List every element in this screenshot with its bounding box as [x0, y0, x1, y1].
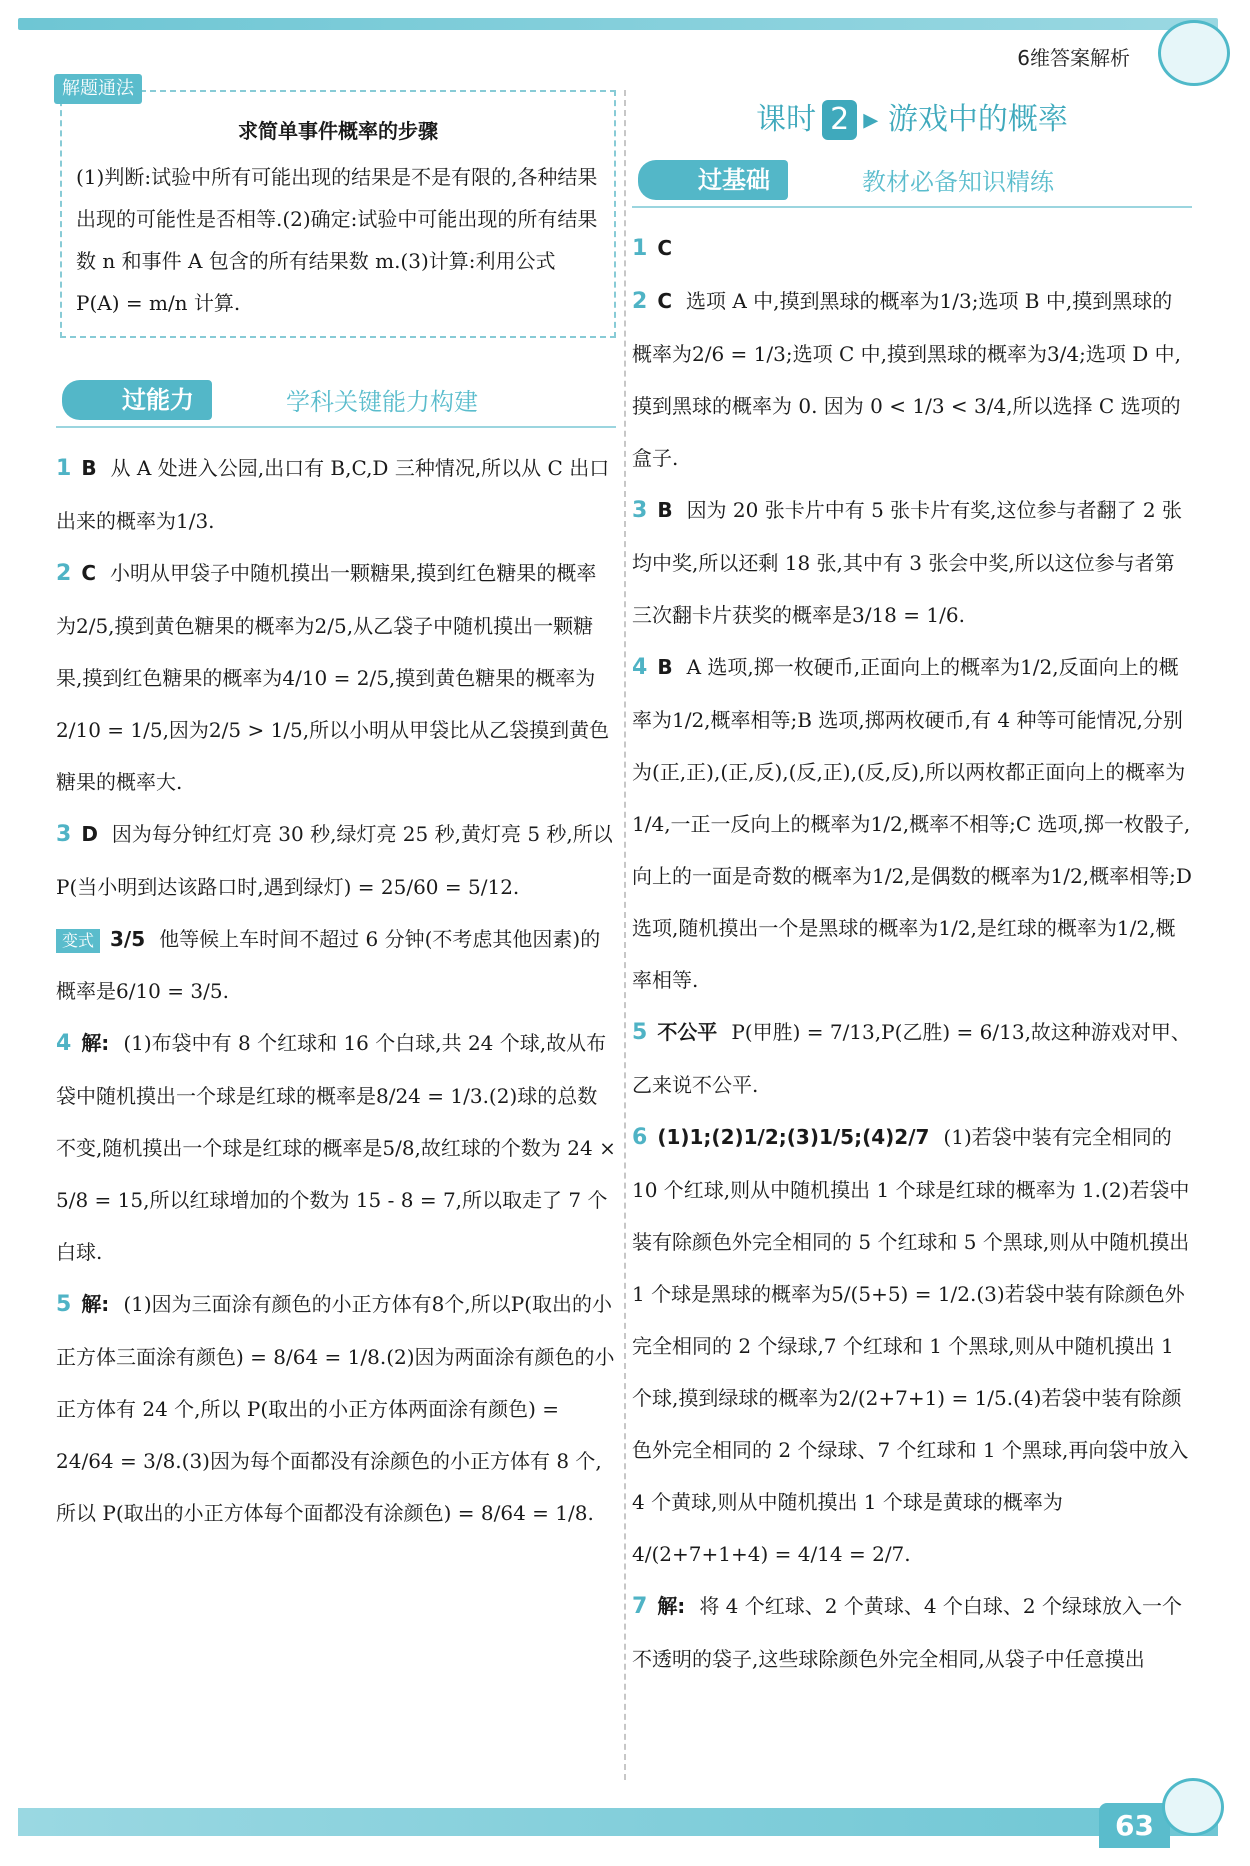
- lesson-prefix: 课时: [756, 102, 817, 137]
- item-explanation: (1)布袋中有 8 个红球和 16 个白球,共 24 个球,故从布袋中随机摸出一个球是红球的概率是8/24 = 1/3.(2)球的总数不变,随机摸出一个球是红球的概率是5/8,故红球的个数为 24 × 5/8 = 15,所以红球增加的个数为 15 - 8 = 7,所以取走了 7 个白球.: [56, 1031, 616, 1264]
- top-color-bar: [18, 18, 1218, 30]
- item-number: 6: [632, 1125, 648, 1150]
- answer-item: [56, 547, 616, 808]
- item-answer: 解:: [81, 1031, 110, 1055]
- page-number: 63: [1099, 1803, 1170, 1848]
- header-title: 6维答案解析: [1017, 46, 1130, 70]
- item-answer: C: [81, 561, 96, 585]
- bottom-color-bar: [18, 1808, 1218, 1836]
- item-number: 4: [632, 655, 648, 680]
- item-explanation: P(甲胜) = 7/13,P(乙胜) = 6/13,故这种游戏对甲、乙来说不公平.: [632, 1020, 1191, 1097]
- answer-item: [632, 484, 1192, 641]
- item-answer: D: [81, 822, 98, 846]
- item-answer: 解:: [657, 1594, 686, 1618]
- item-answer: C: [657, 289, 672, 313]
- item-number: 7: [632, 1594, 648, 1619]
- item-answer: 解:: [81, 1292, 110, 1316]
- item-answer: B: [657, 498, 673, 522]
- item-explanation: 将 4 个红球、2 个黄球、4 个白球、2 个绿球放入一个不透明的袋子,这些球除颜色外完全相同,从袋子中任意摸出: [632, 1594, 1182, 1671]
- item-explanation: 小明从甲袋子中随机摸出一颗糖果,摸到红色糖果的概率为2/5,摸到黄色糖果的概率为2/5,从乙袋子中随机摸出一颗糖果,摸到红色糖果的概率为4/10 = 2/5,摸到黄色糖果的概率为2/10 = 1/5,因为2/5 > 1/5,所以小明从甲袋比从乙袋摸到黄色糖果的概率大.: [56, 561, 610, 794]
- tip-title: 求简单事件概率的步骤: [238, 119, 438, 143]
- mascot-icon: [1158, 20, 1230, 86]
- item-explanation: (1)因为三面涂有颜色的小正方体有8个,所以P(取出的小正方体三面涂有颜色) = 8/64 = 1/8.(2)因为两面涂有颜色的小正方体有 24 个,所以 P(取出的小正方体两面涂有颜色) = 24/64 = 3/8.(3)因为每个面都没有涂颜色的小正方体有 8 个,所以 P(取出的小正方体每个面都没有涂颜色) = 8/64 = 1/8.: [56, 1292, 615, 1525]
- item-explanation: 因为每分钟红灯亮 30 秒,绿灯亮 25 秒,黄灯亮 5 秒,所以 P(当小明到达该路口时,遇到绿灯) = 25/60 = 5/12.: [56, 822, 613, 899]
- item-number: 2: [632, 289, 648, 314]
- item-explanation: 选项 A 中,摸到黑球的概率为1/3;选项 B 中,摸到黑球的概率为2/6 = 1/3;选项 C 中,摸到黑球的概率为3/4;选项 D 中,摸到黑球的概率为 0. 因为 0 < 1/3 < 3/4,所以选择 C 选项的盒子.: [632, 289, 1181, 470]
- item-number: 5: [632, 1020, 648, 1045]
- item-explanation: (1)若袋中装有完全相同的 10 个红球,则从中随机摸出 1 个球是红球的概率为 1.(2)若袋中装有除颜色外完全相同的 5 个红球和 5 个黑球,则从中随机摸出 1 个球是黑球的概率为5/(5+5) = 1/2.(3)若袋中装有除颜色外完全相同的 2 个绿球,7 个红球和 1 个黑球,则从中随机摸出 1 个球,摸到绿球的概率为2/(2+7+1) = 1/5.(4)若袋中装有除颜色外完全相同的 2 个绿球、7 个红球和 1 个黑球,再向袋中放入 4 个黄球,则从中随机摸出 1 个球是黄球的概率为4/(2+7+1+4) = 4/14 = 2/7.: [632, 1125, 1190, 1566]
- item-answer: B: [657, 655, 673, 679]
- item-answer: (1)1;(2)1/2;(3)1/5;(4)2/7: [657, 1125, 930, 1149]
- lesson-name: 游戏中的概率: [887, 102, 1068, 137]
- section-banner-ability: [56, 378, 616, 428]
- answer-item: [56, 1017, 616, 1278]
- answer-item: [632, 1580, 1192, 1685]
- lesson-title: [632, 90, 1192, 150]
- item-number: 3: [632, 498, 648, 523]
- banner-main-label: 过基础: [638, 160, 788, 200]
- item-answer: C: [657, 236, 672, 260]
- tip-body: (1)判断:试验中所有可能出现的结果是不是有限的,各种结果出现的可能性是否相等.(2)确定:试验中可能出现的所有结果数 n 和事件 A 包含的所有结果数 m.(3)计算:利用公式 P(A) = m/n 计算.: [76, 165, 598, 315]
- answer-item: [632, 275, 1192, 484]
- answer-item: [632, 222, 1192, 275]
- item-answer: B: [81, 456, 97, 480]
- lesson-number: 2: [822, 100, 857, 140]
- right-column: [632, 90, 1192, 1685]
- answer-item: [56, 808, 616, 913]
- right-answer-list: [632, 222, 1192, 1685]
- item-number: 1: [56, 456, 72, 481]
- answer-item: [56, 442, 616, 547]
- tip-tag: 解题通法: [54, 74, 142, 104]
- item-number: 变式: [56, 929, 100, 953]
- section-banner-basics: [632, 158, 1192, 208]
- item-number: 1: [632, 236, 648, 261]
- play-triangle-icon: ▸: [863, 102, 888, 137]
- answer-item: [56, 913, 616, 1017]
- item-explanation: 他等候上车时间不超过 6 分钟(不考虑其他因素)的概率是6/10 = 3/5.: [56, 927, 601, 1003]
- item-number: 4: [56, 1031, 72, 1056]
- left-column: [56, 78, 616, 1539]
- left-answer-list: [56, 442, 616, 1539]
- mascot-icon: [1162, 1778, 1224, 1836]
- banner-main-label: 过能力: [62, 380, 212, 420]
- item-answer: 不公平: [657, 1020, 718, 1044]
- answer-item: [632, 1006, 1192, 1111]
- item-number: 2: [56, 561, 72, 586]
- column-divider: [624, 90, 626, 1780]
- tip-box: [60, 78, 616, 338]
- answer-item: [56, 1278, 616, 1539]
- item-number: 3: [56, 822, 72, 847]
- item-explanation: 因为 20 张卡片中有 5 张卡片有奖,这位参与者翻了 2 张均中奖,所以还剩 18 张,其中有 3 张会中奖,所以这位参与者第三次翻卡片获奖的概率是3/18 = 1/6.: [632, 498, 1182, 627]
- banner-sub-label: 教材必备知识精练: [862, 168, 1054, 196]
- item-explanation: 从 A 处进入公园,出口有 B,C,D 三种情况,所以从 C 出口出来的概率为1/3.: [56, 456, 610, 533]
- answer-item: [632, 1111, 1192, 1580]
- banner-sub-label: 学科关键能力构建: [286, 388, 478, 416]
- item-number: 5: [56, 1292, 72, 1317]
- answer-item: [632, 641, 1192, 1006]
- item-explanation: A 选项,掷一枚硬币,正面向上的概率为1/2,反面向上的概率为1/2,概率相等;B 选项,掷两枚硬币,有 4 种等可能情况,分别为(正,正),(正,反),(反,正),(反,反),所以两枚都正面向上的概率为1/4,一正一反向上的概率为1/2,概率不相等;C 选项,掷一枚骰子,向上的一面是奇数的概率为1/2,是偶数的概率为1/2,概率相等;D 选项,随机摸出一个是黑球的概率为1/2,是红球的概率为1/2,概率相等.: [632, 655, 1192, 992]
- item-answer: 3/5: [110, 927, 146, 951]
